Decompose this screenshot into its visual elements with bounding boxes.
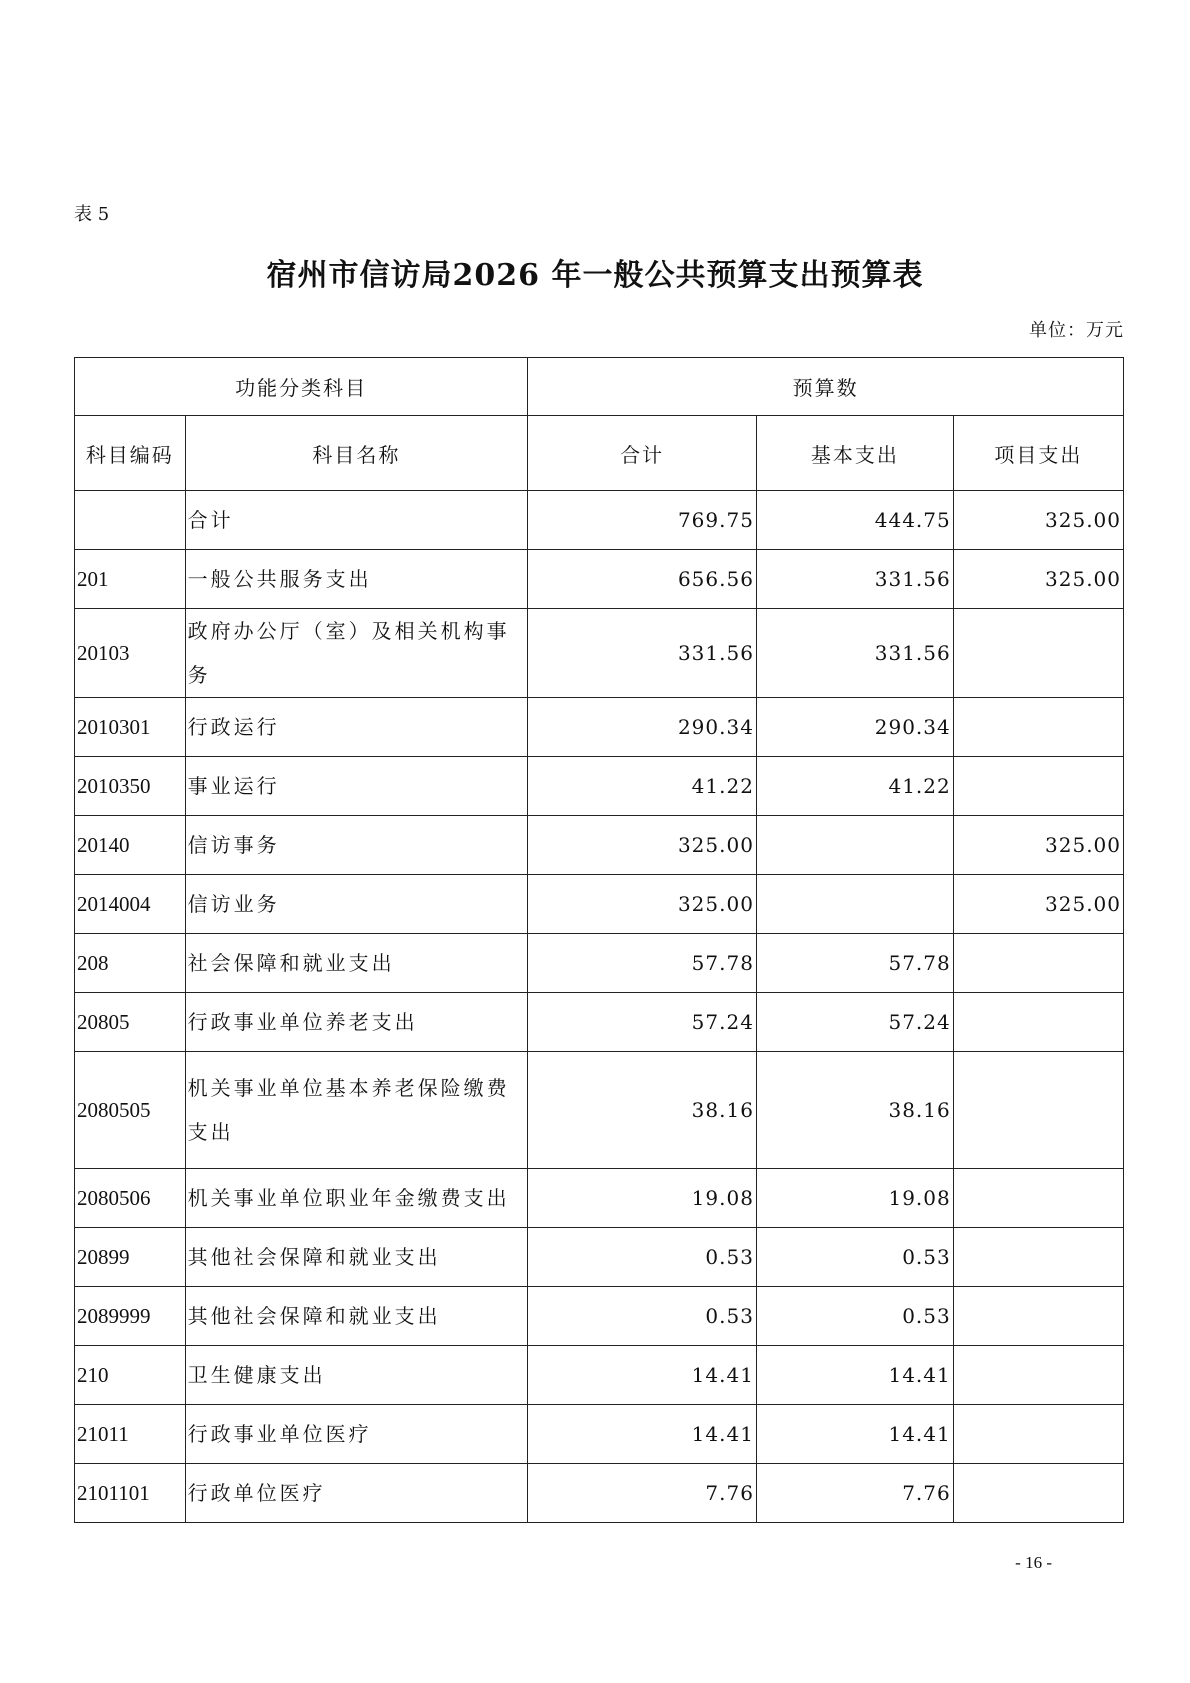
cell-code: 2010350	[75, 757, 186, 816]
cell-code: 2080505	[75, 1052, 186, 1169]
cell-total: 331.56	[528, 609, 757, 698]
cell-code	[75, 491, 186, 550]
cell-basic: 444.75	[756, 491, 953, 550]
cell-total: 41.22	[528, 757, 757, 816]
cell-code: 201	[75, 550, 186, 609]
cell-total: 0.53	[528, 1228, 757, 1287]
cell-project	[953, 934, 1123, 993]
cell-total: 57.24	[528, 993, 757, 1052]
cell-total: 325.00	[528, 816, 757, 875]
table-row	[75, 757, 1124, 816]
cell-code: 2101101	[75, 1464, 186, 1523]
cell-name: 机关事业单位基本养老保险缴费支出	[185, 1052, 528, 1169]
table-row	[75, 1464, 1124, 1523]
cell-total: 57.78	[528, 934, 757, 993]
cell-basic: 41.22	[756, 757, 953, 816]
cell-total: 38.16	[528, 1052, 757, 1169]
table-row	[75, 816, 1124, 875]
budget-table	[74, 357, 1124, 1523]
table-row	[75, 1346, 1124, 1405]
cell-basic: 7.76	[756, 1464, 953, 1523]
cell-project	[953, 1052, 1123, 1169]
cell-name: 社会保障和就业支出	[185, 934, 528, 993]
cell-basic: 331.56	[756, 609, 953, 698]
header-function-category: 功能分类科目	[75, 358, 528, 416]
cell-basic: 57.78	[756, 934, 953, 993]
table-row	[75, 1228, 1124, 1287]
cell-project	[953, 993, 1123, 1052]
cell-total: 19.08	[528, 1169, 757, 1228]
header-project: 项目支出	[953, 416, 1123, 491]
cell-basic: 38.16	[756, 1052, 953, 1169]
cell-project: 325.00	[953, 550, 1123, 609]
cell-code: 210	[75, 1346, 186, 1405]
cell-code: 2080506	[75, 1169, 186, 1228]
cell-total: 290.34	[528, 698, 757, 757]
table-row	[75, 1169, 1124, 1228]
table-row	[75, 550, 1124, 609]
table-number: 表 5	[74, 204, 110, 225]
table-body	[75, 491, 1124, 1523]
cell-project: 325.00	[953, 875, 1123, 934]
cell-name: 行政事业单位养老支出	[185, 993, 528, 1052]
header-total: 合计	[528, 416, 757, 491]
cell-name: 政府办公厅（室）及相关机构事务	[185, 609, 528, 698]
cell-name: 行政事业单位医疗	[185, 1405, 528, 1464]
table-row	[75, 1287, 1124, 1346]
table-row	[75, 875, 1124, 934]
cell-code: 20805	[75, 993, 186, 1052]
cell-name: 行政运行	[185, 698, 528, 757]
cell-project: 325.00	[953, 816, 1123, 875]
cell-basic: 19.08	[756, 1169, 953, 1228]
cell-name: 一般公共服务支出	[185, 550, 528, 609]
cell-name: 卫生健康支出	[185, 1346, 528, 1405]
cell-code: 20140	[75, 816, 186, 875]
cell-basic: 331.56	[756, 550, 953, 609]
cell-code: 20103	[75, 609, 186, 698]
cell-project	[953, 1346, 1123, 1405]
cell-name: 事业运行	[185, 757, 528, 816]
cell-name: 机关事业单位职业年金缴费支出	[185, 1169, 528, 1228]
cell-project	[953, 1228, 1123, 1287]
cell-total: 7.76	[528, 1464, 757, 1523]
cell-project	[953, 1464, 1123, 1523]
cell-code: 2014004	[75, 875, 186, 934]
cell-basic	[756, 816, 953, 875]
cell-basic: 290.34	[756, 698, 953, 757]
cell-code: 208	[75, 934, 186, 993]
cell-project	[953, 609, 1123, 698]
header-code: 科目编码	[75, 416, 186, 491]
cell-code: 21011	[75, 1405, 186, 1464]
cell-basic: 0.53	[756, 1287, 953, 1346]
cell-name: 信访事务	[185, 816, 528, 875]
cell-total: 0.53	[528, 1287, 757, 1346]
table-row	[75, 609, 1124, 698]
cell-name: 其他社会保障和就业支出	[185, 1287, 528, 1346]
cell-name: 信访业务	[185, 875, 528, 934]
cell-total: 14.41	[528, 1405, 757, 1464]
page-number: - 16 -	[1015, 1553, 1052, 1572]
header-budget-amount: 预算数	[528, 358, 1124, 416]
table-row	[75, 1405, 1124, 1464]
cell-basic: 14.41	[756, 1346, 953, 1405]
cell-name: 其他社会保障和就业支出	[185, 1228, 528, 1287]
table-row	[75, 993, 1124, 1052]
header-row-group	[75, 358, 1124, 416]
cell-project	[953, 1287, 1123, 1346]
cell-name: 行政单位医疗	[185, 1464, 528, 1523]
cell-basic	[756, 875, 953, 934]
cell-code: 20899	[75, 1228, 186, 1287]
table-row	[75, 698, 1124, 757]
cell-project	[953, 1169, 1123, 1228]
cell-code: 2089999	[75, 1287, 186, 1346]
cell-basic: 14.41	[756, 1405, 953, 1464]
cell-basic: 57.24	[756, 993, 953, 1052]
cell-project	[953, 698, 1123, 757]
header-name: 科目名称	[185, 416, 528, 491]
table-row	[75, 491, 1124, 550]
cell-basic: 0.53	[756, 1228, 953, 1287]
cell-project: 325.00	[953, 491, 1123, 550]
cell-total: 656.56	[528, 550, 757, 609]
cell-total: 769.75	[528, 491, 757, 550]
page-title: 宿州市信访局2026 年一般公共预算支出预算表	[266, 258, 924, 293]
cell-name: 合计	[185, 491, 528, 550]
cell-project	[953, 757, 1123, 816]
cell-code: 2010301	[75, 698, 186, 757]
table-row	[75, 934, 1124, 993]
header-basic: 基本支出	[756, 416, 953, 491]
cell-total: 325.00	[528, 875, 757, 934]
unit-label: 单位：万元	[1029, 320, 1124, 341]
cell-total: 14.41	[528, 1346, 757, 1405]
table-row	[75, 1052, 1124, 1169]
header-row-columns	[75, 416, 1124, 491]
cell-project	[953, 1405, 1123, 1464]
